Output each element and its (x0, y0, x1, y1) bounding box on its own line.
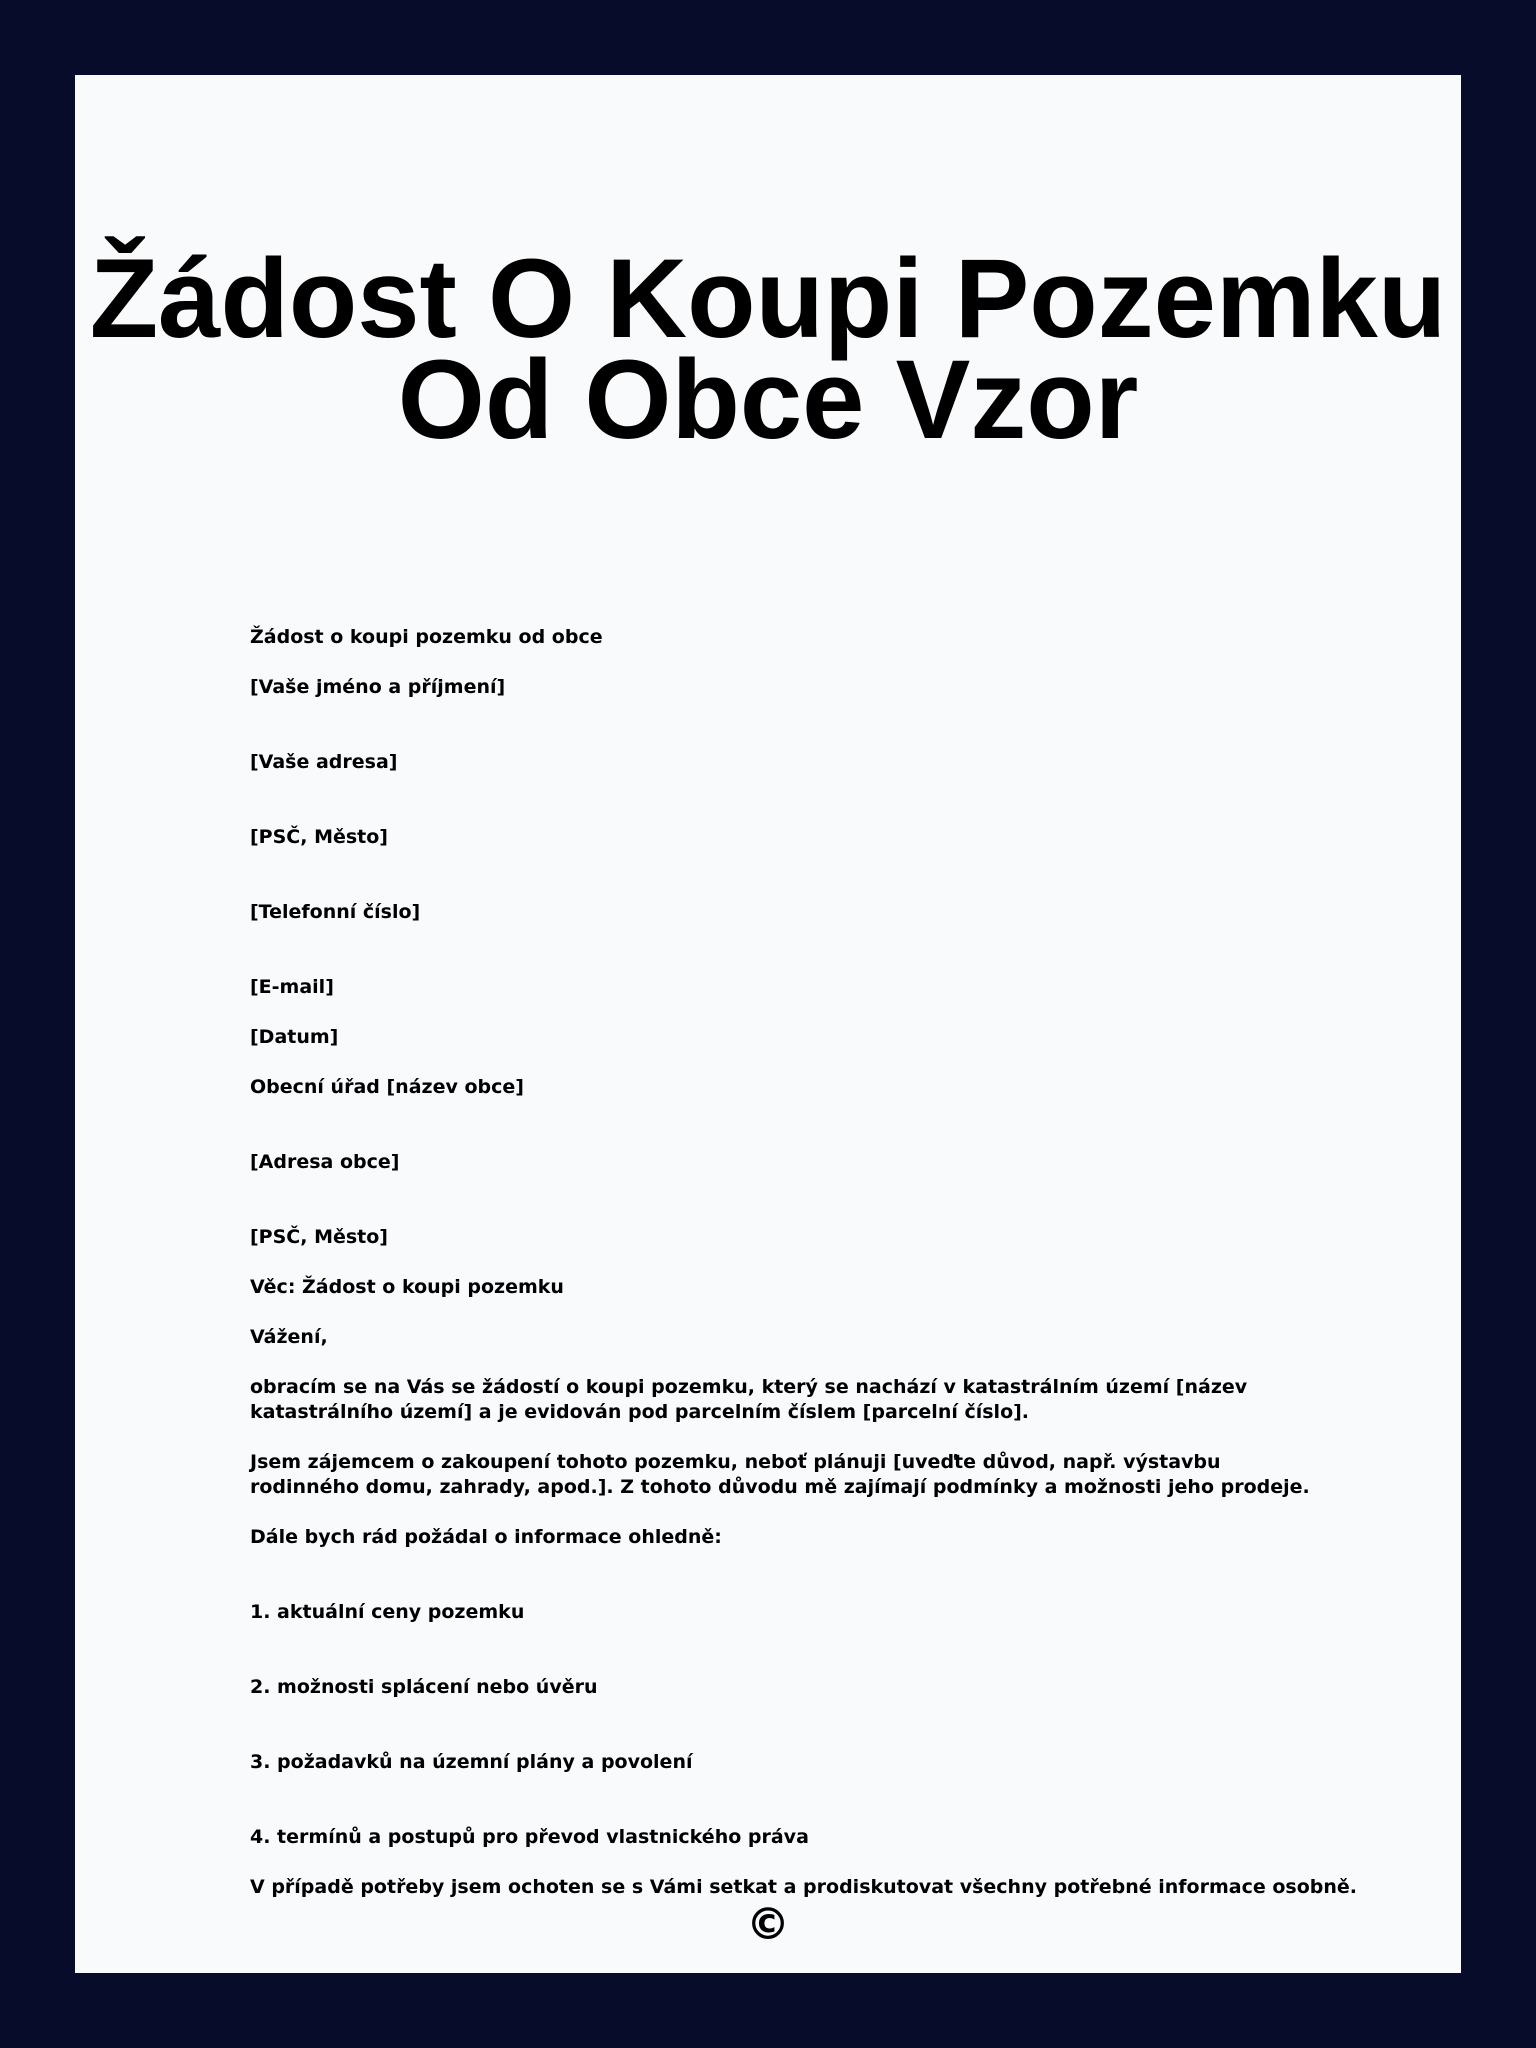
sender-city: [PSČ, Město] (250, 826, 388, 848)
letter-salutation: Vážení, (250, 1326, 328, 1348)
list-item: 1. aktuální ceny pozemku (250, 1601, 525, 1623)
letter-paragraph: obracím se na Vás se žádostí o koupi pozemku, který se nachází v katastrálním území [název katastrálního území] a je evidován pod parcelním číslem [parcelní číslo]. (250, 1376, 1248, 1423)
copyright-symbol: © (746, 1899, 790, 1950)
list-item: 2. možnosti splácení nebo úvěru (250, 1676, 598, 1698)
document-page (75, 75, 1461, 1973)
letter-subject: Věc: Žádost o koupi pozemku (250, 1276, 564, 1298)
sender-phone: [Telefonní číslo] (250, 901, 421, 923)
letter-paragraph: Jsem zájemcem o zakoupení tohoto pozemku, neboť plánuji [uveďte důvod, např. výstavbu rodinného domu, zahrady, apod.]. Z tohoto důvodu mě zajímají podmínky a možnosti jeho prodeje. (250, 1451, 1310, 1498)
recipient-office: Obecní úřad [název obce] (250, 1076, 524, 1098)
letter-heading: Žádost o koupi pozemku od obce (250, 626, 603, 648)
list-item: 4. termínů a postupů pro převod vlastnického práva (250, 1826, 809, 1848)
sender-email: [E-mail] (250, 976, 334, 998)
sender-address: [Vaše adresa] (250, 751, 398, 773)
sender-name: [Vaše jméno a příjmení] (250, 676, 506, 698)
page-title: Žádost O Koupi Pozemku Od Obce Vzor (89, 236, 1447, 462)
letter-paragraph: Dále bych rád požádal o informace ohledně: (250, 1526, 722, 1548)
letter-closing: V případě potřeby jsem ochoten se s Vámi setkat a prodiskutovat všechny potřebné informace osobně. (250, 1876, 1357, 1898)
letter-date: [Datum] (250, 1026, 339, 1048)
list-item: 3. požadavků na územní plány a povolení (250, 1751, 693, 1773)
recipient-address: [Adresa obce] (250, 1151, 400, 1173)
recipient-city: [PSČ, Město] (250, 1226, 388, 1248)
